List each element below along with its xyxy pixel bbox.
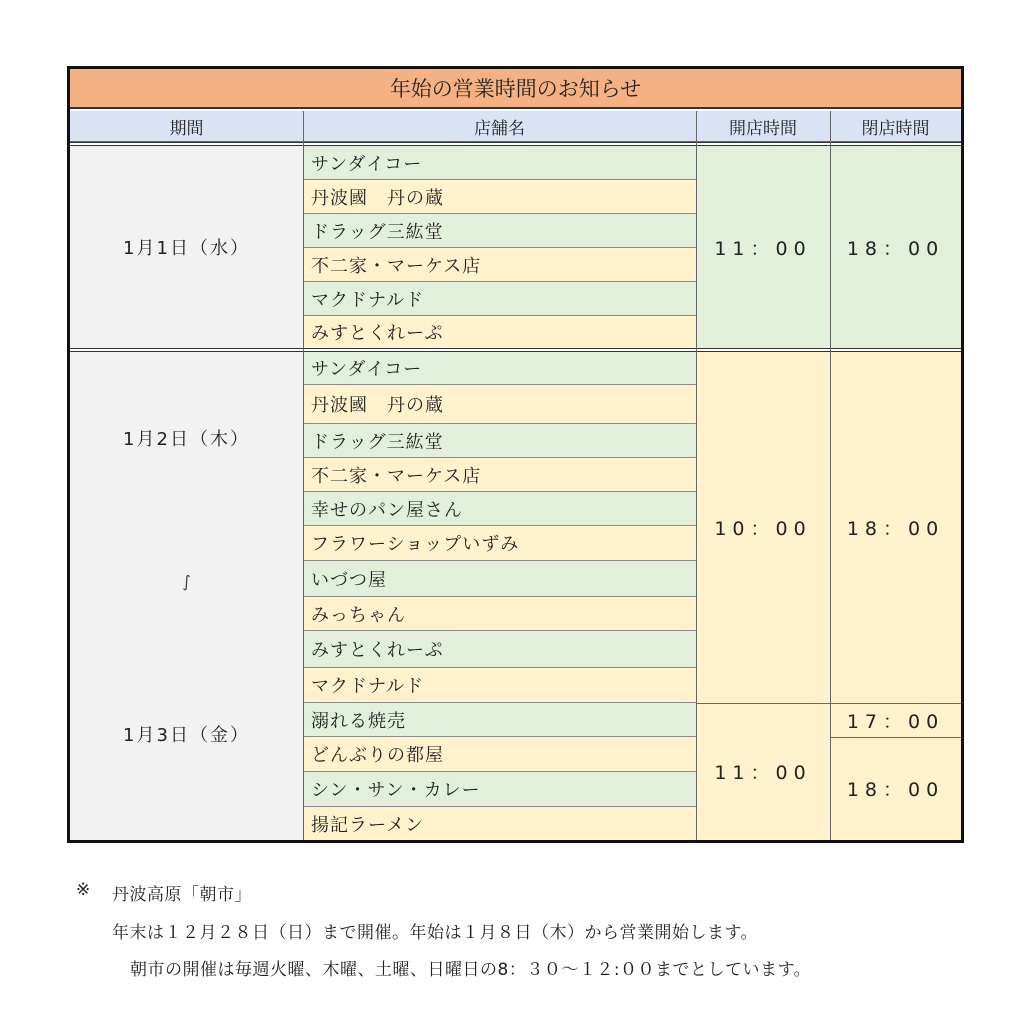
store-row: ドラッグ三紘堂: [303, 214, 696, 248]
open-time-jan1: 11：00: [696, 146, 830, 348]
note-heading: 丹波高原「朝市」: [112, 885, 252, 905]
grid-line: [696, 111, 697, 840]
header-store: 店舗名: [303, 111, 696, 142]
close-time-group-b2: 18：00: [830, 737, 961, 840]
store-row: 不二家・マーケス店: [303, 458, 696, 492]
store-row: ドラッグ三紘堂: [303, 424, 696, 458]
header-period: 期間: [70, 111, 303, 142]
store-row: 不二家・マーケス店: [303, 248, 696, 282]
store-row: シン・サン・カレー: [303, 772, 696, 807]
store-row: サンダイコー: [303, 146, 696, 180]
store-row: フラワーショップいずみ: [303, 526, 696, 561]
store-row: 幸せのパン屋さん: [303, 492, 696, 526]
header-close-time: 閉店時間: [830, 111, 961, 142]
close-time-jan2-group-a: 18：00: [830, 352, 961, 703]
store-row: みっちゃん: [303, 597, 696, 631]
note-line-2: 朝市の開催は毎週火曜、木曜、土曜、日曜日の8：３０～１２:００までとしています。: [130, 960, 812, 980]
store-row: いづつ屋: [303, 561, 696, 597]
grid-line: [830, 737, 961, 738]
close-time-jan1: 18：00: [830, 146, 961, 348]
store-row: マクドナルド: [303, 668, 696, 703]
grid-line: [303, 111, 304, 840]
store-row: マクドナルド: [303, 282, 696, 316]
grid-line: [830, 111, 831, 840]
period-jan3: 1月3日（金）: [123, 725, 250, 746]
store-row: 揚記ラーメン: [303, 807, 696, 840]
store-row: どんぶりの都屋: [303, 737, 696, 772]
close-time-group-b1: 17：00: [830, 703, 961, 737]
table-title: 年始の営業時間のお知らせ: [70, 69, 961, 109]
note-line-1: 年末は１２月２８日（日）まで開催。年始は１月８日（木）から営業開始します。: [112, 923, 759, 943]
store-row: 丹波國 丹の蔵: [303, 385, 696, 424]
note-mark: ※: [76, 880, 91, 900]
header-open-time: 開店時間: [696, 111, 830, 142]
store-row: サンダイコー: [303, 352, 696, 385]
store-row: 丹波國 丹の蔵: [303, 180, 696, 214]
range-mark: ∫: [182, 571, 191, 591]
period-jan2: 1月2日（木）: [123, 429, 250, 450]
period-jan1: 1月1日（水）: [70, 146, 303, 348]
store-row: 溺れる焼売: [303, 703, 696, 737]
open-time-jan2-group-a: 10：00: [696, 352, 830, 703]
store-row: みすとくれーぷ: [303, 631, 696, 668]
grid-line: [696, 703, 961, 704]
store-row: みすとくれーぷ: [303, 316, 696, 348]
open-time-group-b: 11：00: [696, 703, 830, 840]
